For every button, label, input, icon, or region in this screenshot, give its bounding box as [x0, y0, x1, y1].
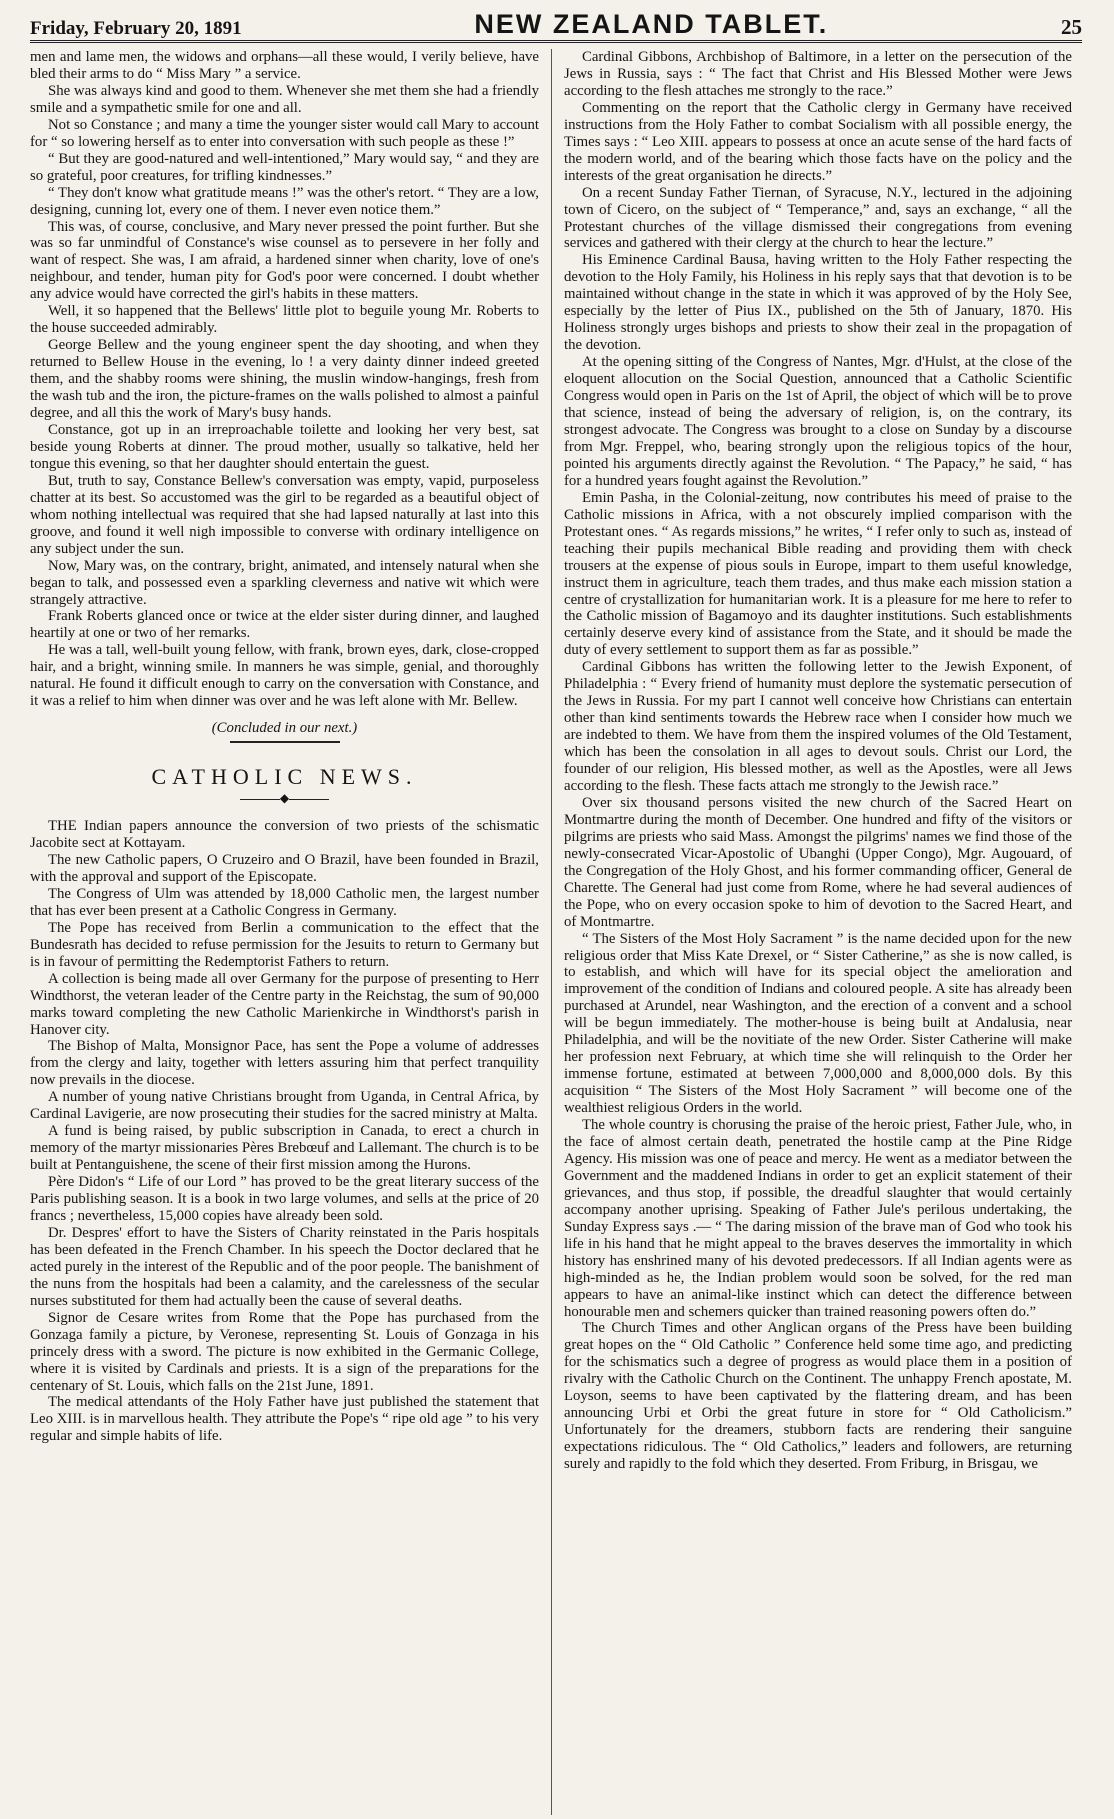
- news-paragraph: The medical attendants of the Holy Father have just published the statement that Leo XIII. is in marvellous health. They attribute the Pope's “ ripe old age ” to his very regular and simple habits of life.: [30, 1394, 539, 1445]
- news-paragraph: Commenting on the report that the Catholic clergy in Germany have received instructions from the Holy Father to combat Socialism with all possible energy, the Times says : “ Leo XIII. appears to possess at once an acute sense of the hard facts of the modern world, and of the bearing which those facts have on the policy and the interests of the great organisation he directs.”: [564, 99, 1072, 184]
- story-paragraph: But, truth to say, Constance Bellew's conversation was empty, vapid, purposeless chatter at its best. So accustomed was the girl to be regarded as a beautiful object of whom nothing intellectual was required that she had lapsed naturally at last into this groove, and found it well nigh impossible to converse with ordinary intelligence on any subject under the sun.: [30, 472, 539, 557]
- news-paragraph: Dr. Despres' effort to have the Sisters of Charity reinstated in the Paris hospitals has been defeated in the French Chamber. In his speech the Doctor declared that he acted purely in the interest of the Republic and of the poor people. The banishment of the nuns from the hospitals had been a calamity, and the carelessness of the secular nurses substituted for them had actually been the cause of several deaths.: [30, 1224, 539, 1309]
- news-paragraph: A fund is being raised, by public subscription in Canada, to erect a church in memory of the martyr missionaries Pères Brebœuf and Lallemant. The church is to be built at Pentanguishene, the scene of their first mission among the Hurons.: [30, 1123, 539, 1174]
- news-paragraph: Cardinal Gibbons, Archbishop of Baltimore, in a letter on the persecution of the Jews in Russia, says : “ The fact that Christ and His Blessed Mother were Jews according to the flesh attaches me strongly to the race.”: [564, 49, 1072, 99]
- news-paragraph: Emin Pasha, in the Colonial-zeitung, now contributes his meed of praise to the Catholic missions in Africa, with a not obscurely implied comparison with the Protestant ones. “ As regards missions,” he writes, “ I refer only to such as, instead of teaching their pupils mechanical Bible reading and providing them with check trousers at the expense of pious souls in Europe, impart to them useful knowledge, instruct them in agriculture, teach them trades, and thus make each mission station a centre of crystallization for humanitarian work. It is a pleasure for me here to refer to the Catholic mission of Bagamoyo and its daughter institutions. Such establishments certainly deserve every kind of assistance from the State, and it should be made the duty of every settlement to support them as far as possible.”: [564, 489, 1072, 659]
- story-paragraph: men and lame men, the widows and orphans—all these would, I verily believe, have bled their arms to do “ Miss Mary ” a service.: [30, 49, 539, 82]
- news-paragraph: A collection is being made all over Germany for the purpose of presenting to Herr Windthorst, the veteran leader of the Centre party in the Reichstag, the sum of 90,000 marks toward completing the new Catholic Marienkirche in Windthorst's parish in Hanover city.: [30, 970, 539, 1038]
- right-column: [551, 49, 1072, 1815]
- news-paragraph: Père Didon's “ Life of our Lord ” has proved to be the great literary success of the Paris publishing season. It is a book in two large volumes, and sells at the price of 20 francs ; nevertheless, 15,000 copies have already been sold.: [30, 1174, 539, 1224]
- issue-date: Friday, February 20, 1891: [30, 18, 242, 39]
- news-paragraph: Cardinal Gibbons has written the following letter to the Jewish Exponent, of Philadelphia : “ Every friend of humanity must deplore the systematic persecution of the Jews in Russia. For my part I cannot well conceive how Christians can entertain other than kind sentiments towards the Hebrew race when I consider how much we are indebted to them. We have from them the inspired volumes of the Old Testament, which has been the consolation in all ages to devout souls. Christ our Lord, the founder of our religion, His blessed mother, as well as the Apostles, were all Jews according to the flesh. These facts attach me strongly to the Jewish race.”: [564, 659, 1072, 794]
- news-paragraph: THE Indian papers announce the conversion of two priests of the schismatic Jacobite sect at Kottayam.: [30, 818, 539, 852]
- news-paragraph: On a recent Sunday Father Tiernan, of Syracuse, N.Y., lectured in the adjoining town of Cicero, on the subject of “ Temperance,” and, says an exchange, “ all the Protestant churches of the village dismissed their congregations from evening services and gathered with their clergy at the church to hear the lecture.”: [564, 184, 1072, 252]
- story-paragraph: Well, it so happened that the Bellews' little plot to beguile young Mr. Roberts to the house succeeded admirably.: [30, 303, 539, 337]
- story-paragraph: George Bellew and the young engineer spent the day shooting, and when they returned to Bellew House in the evening, lo ! a very dainty dinner indeed greeted them, and the shabby rooms were shining, the muslin window-hangings, fresh from the wash tub and the iron, the picture-frames on the walls polished to almost a painful degree, and all this the work of Mary's busy hands.: [30, 337, 539, 422]
- news-paragraph: The Bishop of Malta, Monsignor Pace, has sent the Pope a volume of addresses from the clergy and laity, together with letters assuring him that perfect tranquility now prevails in the diocese.: [30, 1038, 539, 1089]
- news-paragraph: A number of young native Christians brought from Uganda, in Central Africa, by Cardinal Lavigerie, are now prosecuting their studies for the sacred ministry at Malta.: [30, 1089, 539, 1123]
- news-paragraph: At the opening sitting of the Congress of Nantes, Mgr. d'Hulst, at the close of the eloquent allocution on the Social Question, announced that a Catholic Scientific Congress would open in Paris on the 1st of April, the object of which will be to prove that science, instead of being the adversary of religion, is, on the contrary, its strongest advocate. The Congress was brought to a close on Sunday by a discourse from Mgr. Freppel, who, bearing strongly upon the religious topics of the hour, pointed his arguments directly against the Revolution. “ The Papacy,” he said, “ has for a hundred years fought against the Revolution.”: [564, 354, 1072, 489]
- left-column: [30, 49, 551, 1815]
- story-paragraph: Not so Constance ; and many a time the younger sister would call Mary to account for “ so lowering herself as to enter into conversation with such people as these !”: [30, 116, 539, 150]
- story-paragraph: Constance, got up in an irreproachable toilette and looking her very best, sat beside young Roberts at dinner. The proud mother, usually so talkative, held her tongue this evening, so that her daughter should entertain the guest.: [30, 421, 539, 472]
- news-paragraph: The Congress of Ulm was attended by 18,000 Catholic men, the largest number that has ever been present at a Catholic Congress in Germany.: [30, 885, 539, 919]
- news-paragraph: “ The Sisters of the Most Holy Sacrament ” is the name decided upon for the new religious order that Miss Kate Drexel, or “ Sister Catherine,” as she is now called, is to establish, and which will have for its special object the amelioration and improvement of the condition of Indians and coloured people. A site has already been purchased at Arundel, near Washington, and the erection of a convent and a school will be begun immediately. The mother-house is being built at Andalusia, near Philadelphia, and will be the novitiate of the new Order. Sister Catherine will make her profession next February, at which time she will relinquish to the Order her immense fortune, estimated at between 7,000,000 and 8,000,000 dols. By this acquisition “ The Sisters of the Most Holy Sacrament ” will become one of the wealthiest religious Orders in the world.: [564, 930, 1072, 1117]
- story-paragraph: He was a tall, well-built young fellow, with frank, brown eyes, dark, close-cropped hair, and a bright, winning smile. In manners he was simple, genial, and thoroughly natural. He found it difficult enough to carry on the conversation with Constance, and it was a relief to him when dinner was over and he was left alone with Mr. Bellew.: [30, 642, 539, 710]
- news-paragraph: The Pope has received from Berlin a communication to the effect that the Bundesrath has decided to refuse permission for the Jesuits to return to Germany but is in favour of permitting the Redemptorist Fathers to return.: [30, 919, 539, 970]
- story-paragraph: Frank Roberts glanced once or twice at the elder sister during dinner, and laughed heartily at one or two of her remarks.: [30, 608, 539, 642]
- news-paragraph: Over six thousand persons visited the new church of the Sacred Heart on Montmartre during the month of December. One hundred and fifty of the visitors or pilgrims are priests who said Mass. Amongst the pilgrims' names we find those of the newly-consecrated Vicar-Apostolic of Ubanghi (Upper Congo), Mgr. Augouard, of the Congregation of the Holy Ghost, and his former commanding officer, General de Charette. The General had just come from Rome, where he had several audiences of the Pope, who on every occasion spoke to him of devotion to the Sacred Heart, and of Montmartre.: [564, 794, 1072, 930]
- story-signoff: (Concluded in our next.): [211, 720, 358, 737]
- news-paragraph: The new Catholic papers, O Cruzeiro and O Brazil, have been founded in Brazil, with the approval and support of the Episcopate.: [30, 851, 539, 885]
- story-paragraph: Now, Mary was, on the contrary, bright, animated, and intensely natural when she began to talk, and possessed even a sparkling cleverness and native wit which were strangely attractive.: [30, 557, 539, 608]
- page-number: 25: [1061, 15, 1082, 39]
- story-paragraph: She was always kind and good to them. Whenever she met them she had a friendly smile and a sympathetic smile for one and all.: [30, 82, 539, 116]
- story-paragraph: “ But they are good-natured and well-intentioned,” Mary would say, “ and they are so grateful, poor creatures, for trifling kindnesses.”: [30, 150, 539, 184]
- masthead: [30, 6, 1082, 43]
- newspaper-title: NEW ZEALAND TABLET.: [474, 9, 829, 39]
- section-heading: CATHOLIC NEWS.: [151, 764, 418, 790]
- news-paragraph: His Eminence Cardinal Bausa, having written to the Holy Father respecting the devotion to the Holy Family, his Holiness in his reply says that that devotion is to be maintained without change in the state in which it was approved of by the Holy See, especially by the letter of Pius IX., published on the 5th of January, 1870. His Holiness strongly urges bishops and priests to show their zeal in the propagation of the devotion.: [564, 252, 1072, 354]
- columns: [30, 49, 1082, 1815]
- story-paragraph: This was, of course, conclusive, and Mary never pressed the point further. But she was so far unmindful of Constance's wise counsel as to persevere in her folly and want of respect. She was, I am afraid, a hardened sinner when charity, love of one's neighbour, and tender, human pity for God's poor were concerned. I doubt whether any advice would have corrected the girl's habits in these matters.: [30, 218, 539, 303]
- news-paragraph: Signor de Cesare writes from Rome that the Pope has purchased from the Gonzaga family a picture, by Veronese, representing St. Louis of Gonzaga in his princely dress with a sword. The picture is now exhibited in the Germanic College, where it is visited by Cardinals and priests. It is a sign of the preparations for the centenary of St. Louis, which falls on the 21st June, 1891.: [30, 1309, 539, 1394]
- story-paragraph: “ They don't know what gratitude means !” was the other's retort. “ They are a low, designing, cunning lot, every one of them. I never even notice them.”: [30, 184, 539, 218]
- divider-rule: [230, 741, 340, 743]
- ornament-divider: ◆: [30, 792, 539, 804]
- news-paragraph: The Church Times and other Anglican organs of the Press have been building great hopes on the “ Old Catholic ” Conference held some time ago, and predicting for the schismatics such a degree of progress as would place them in a position of rivalry with the Catholic Church on the Continent. The unhappy French apostate, M. Loyson, seems to have been captivated by the flattering dream, and has been announcing Urbi et Orbi the great future in store for “ Old Catholicism.” Unfortunately for the dreamers, stubborn facts are rendering their sanguine expectations ridiculous. The “ Old Catholics,” leaders and followers, are returning surely and rapidly to the fold which they deserted. From Friburg, in Brisgau, we: [564, 1320, 1072, 1473]
- news-paragraph: The whole country is chorusing the praise of the heroic priest, Father Jule, who, in the face of almost certain death, penetrated the hostile camp at the Pine Ridge Agency. His mission was one of peace and mercy. He went as a mediator between the Government and the maddened Indians in order to get an explicit statement of their grievances, and thus stop, if possible, the dreadful slaughter that would certainly accompany another uprising. Speaking of Father Jule's perilous undertaking, the Sunday Express says .— “ The daring mission of the brave man of God who took his life in his hand that he might appeal to the braves deserves the immortality in which history has enshrined many of his devoted predecessors. If all Indian agents were as high-minded as he, the Indian problem would soon be solved, for the red man appears to have an animal-like instinct which can detect the difference between honourable men and schemers quicker than trained reasoning powers often do.”: [564, 1117, 1072, 1320]
